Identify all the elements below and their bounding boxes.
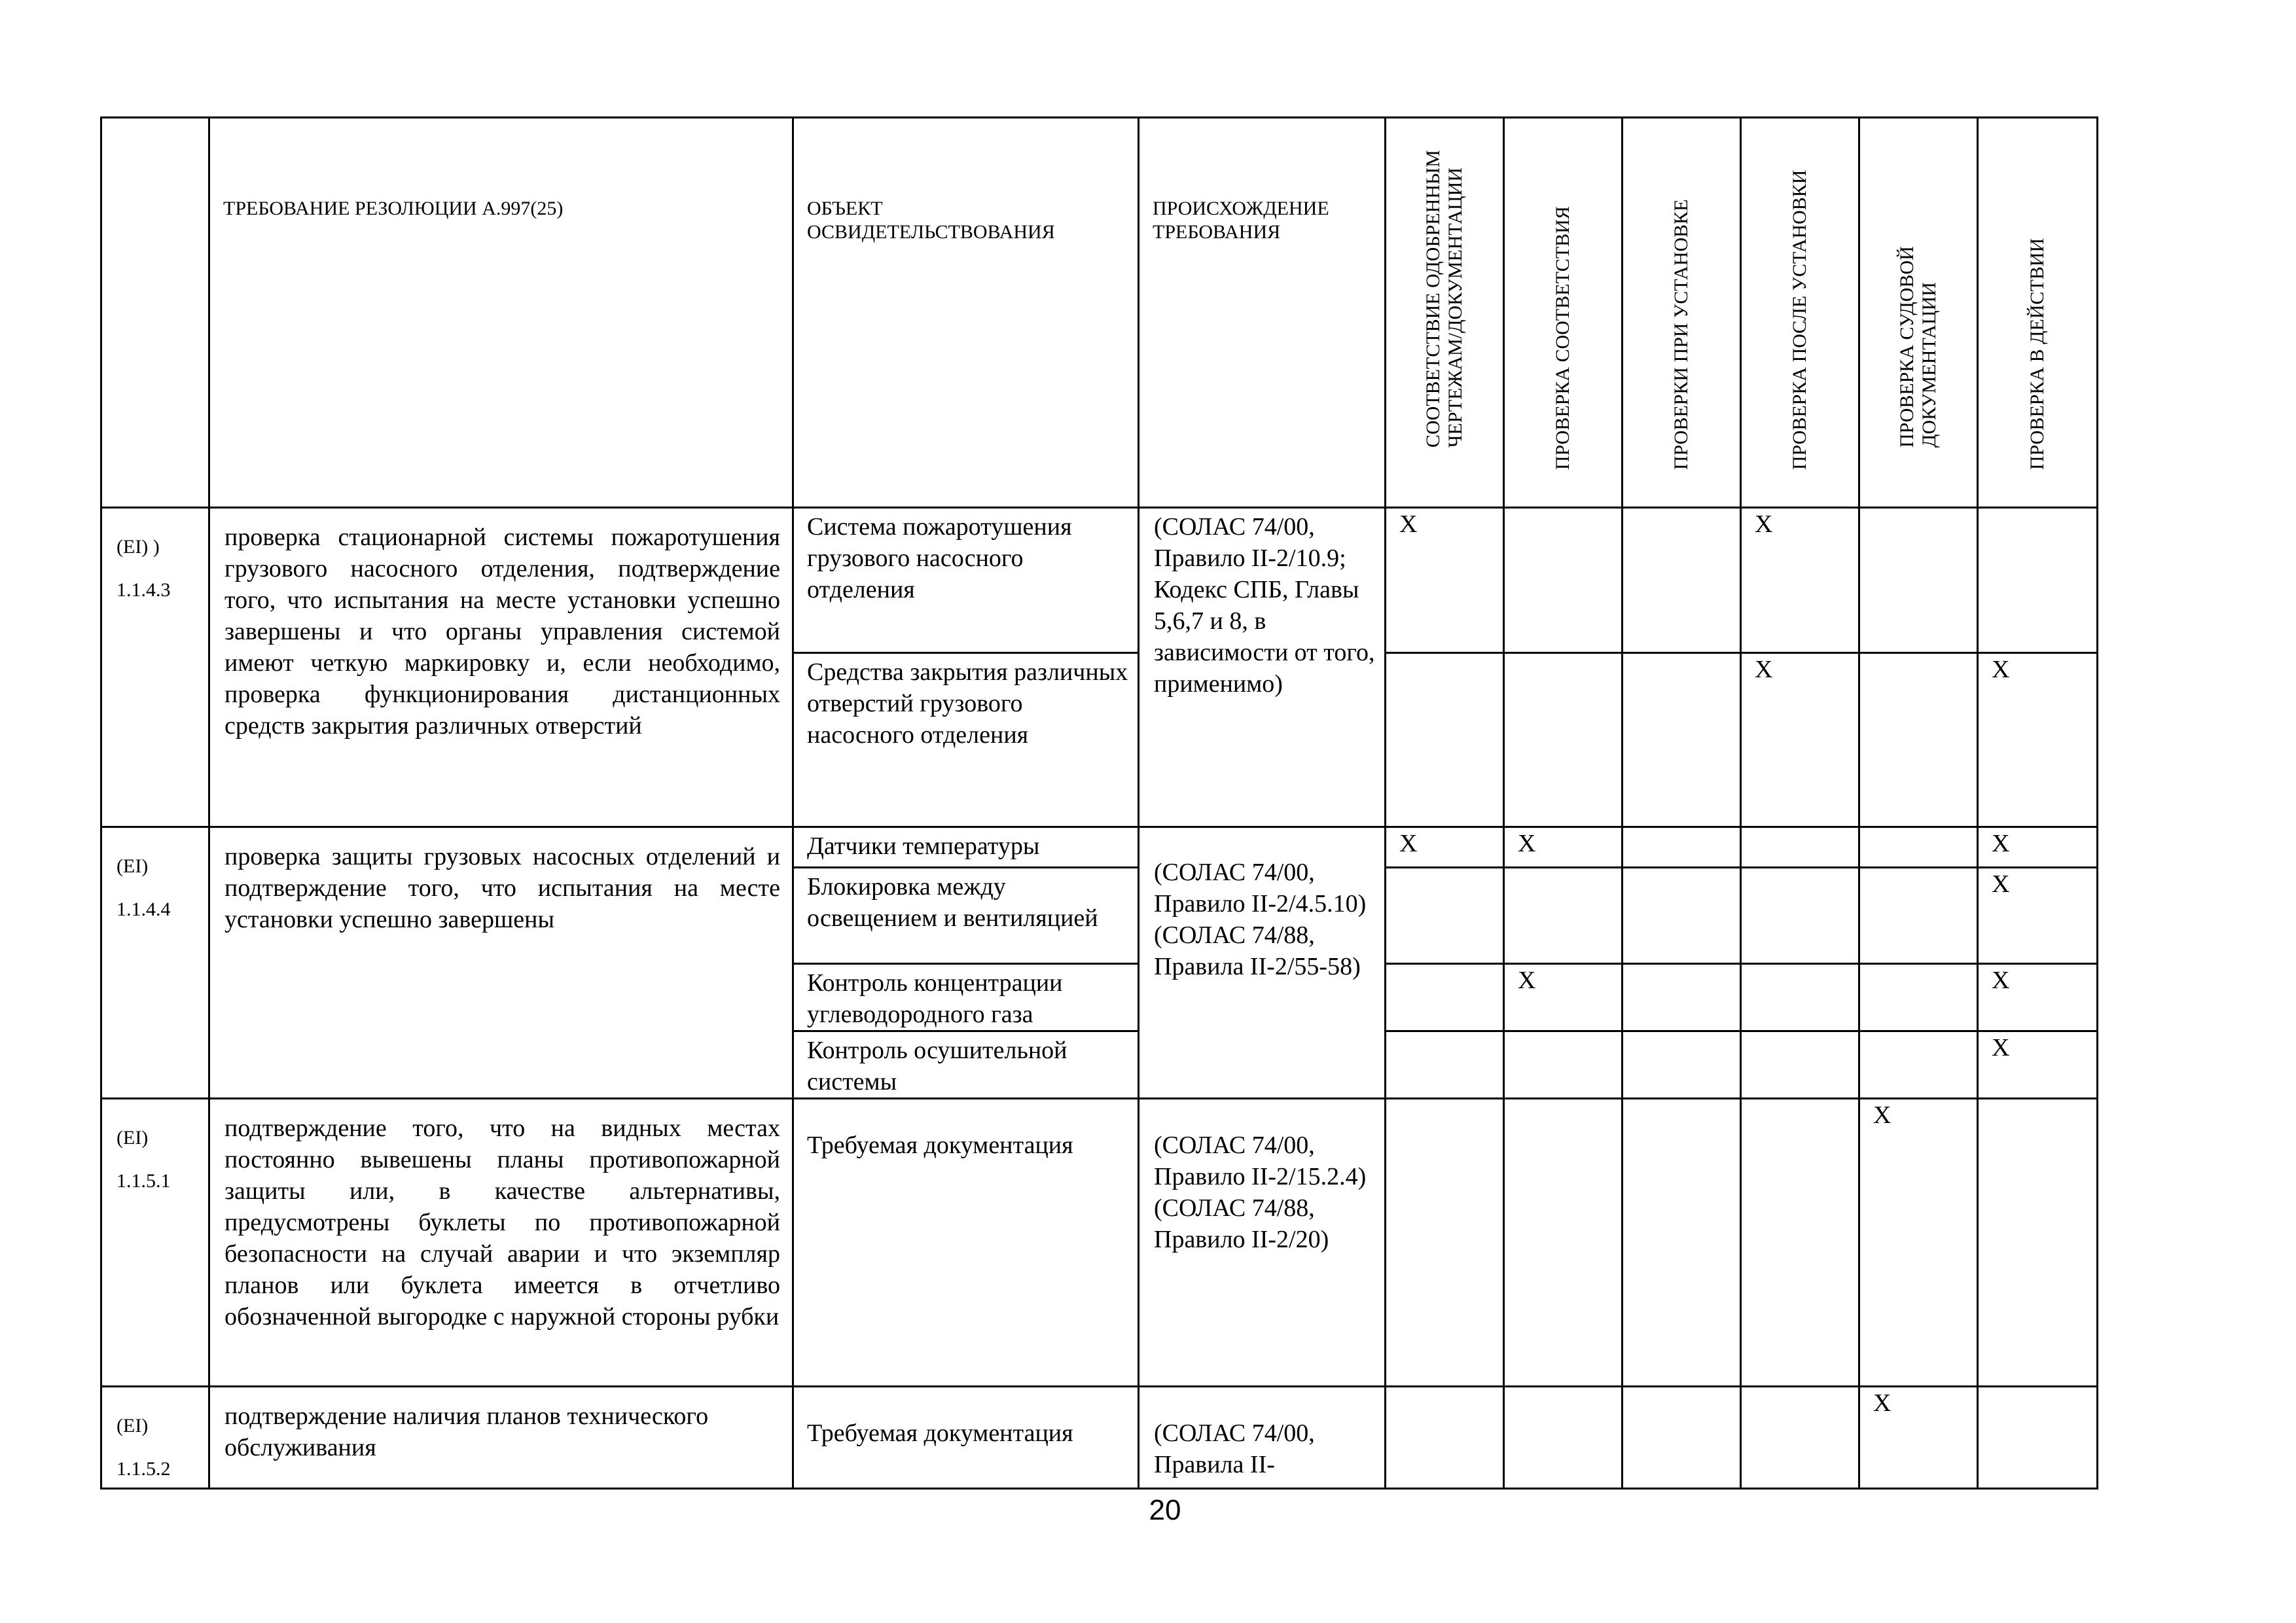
check-mark-cell: [1741, 827, 1859, 868]
check-mark-cell: [1741, 1387, 1859, 1489]
header-origin: ПРОИСХОЖДЕНИЕ ТРЕБОВАНИЯ: [1139, 118, 1386, 508]
object-cell: Средства закрытия различных отверстий грузового насосного отделения: [793, 653, 1139, 827]
check-mark-cell: [1504, 1031, 1623, 1099]
check-mark-cell: [1386, 1387, 1504, 1489]
check-mark-cell: [1741, 868, 1859, 964]
check-mark-cell: [1623, 1031, 1741, 1099]
check-mark-cell: [1386, 653, 1504, 827]
object-cell: Требуемая документация: [793, 1099, 1139, 1387]
check-mark-cell: X: [1859, 1099, 1978, 1387]
row-origin-cell: (СОЛАС 74/00, Правило II-2/15.2.4) (СОЛАС 74/88, Правило II-2/20): [1139, 1099, 1386, 1387]
header-object: ОБЪЕКТ ОСВИДЕТЕЛЬСТВОВАНИЯ: [793, 118, 1139, 508]
check-mark-cell: [1741, 964, 1859, 1031]
row-code-cell: (EI) 1.1.5.1: [101, 1099, 209, 1387]
check-mark-cell: [1386, 964, 1504, 1031]
check-mark-cell: X: [1978, 827, 2098, 868]
row-origin-cell: (СОЛАС 74/00, Правило II-2/4.5.10) (СОЛАС 74/88, Правила II-2/55-58): [1139, 827, 1386, 1099]
table-row: [101, 1099, 2098, 1387]
check-mark-cell: [1623, 1099, 1741, 1387]
row-requirement-cell: подтверждение наличия планов технического обслуживания: [209, 1387, 793, 1489]
page-number: 20: [1149, 1494, 1181, 1526]
object-cell: Датчики температуры: [793, 827, 1139, 868]
check-mark-cell: [1623, 1387, 1741, 1489]
header-check-compliance: ПРОВЕРКА СООТВЕТСТВИЯ: [1504, 118, 1623, 508]
check-mark-cell: [1623, 868, 1741, 964]
check-mark-cell: [1978, 508, 2098, 653]
header-check-ship-documentation: ПРОВЕРКА СУДОВОЙ ДОКУМЕНТАЦИИ: [1859, 118, 1978, 508]
check-mark-cell: [1386, 1031, 1504, 1099]
check-mark-cell: [1741, 1031, 1859, 1099]
header-empty-cell: [101, 118, 209, 508]
table-row: [101, 827, 2098, 868]
check-mark-cell: X: [1859, 1387, 1978, 1489]
header-check-during-installation: ПРОВЕРКИ ПРИ УСТАНОВКЕ: [1623, 118, 1741, 508]
check-mark-cell: [1386, 1099, 1504, 1387]
check-mark-cell: X: [1386, 508, 1504, 653]
header-requirement: ТРЕБОВАНИЕ РЕЗОЛЮЦИИ А.997(25): [209, 118, 793, 508]
check-mark-cell: [1978, 1099, 2098, 1387]
row-origin-cell: (СОЛАС 74/00, Правила II-: [1139, 1387, 1386, 1489]
check-mark-cell: [1741, 1099, 1859, 1387]
check-mark-cell: X: [1504, 964, 1623, 1031]
object-cell: Блокировка между освещением и вентиляцией: [793, 868, 1139, 964]
object-cell: Система пожаротушения грузового насосного отделения: [793, 508, 1139, 653]
table-row: [101, 1387, 2098, 1489]
check-mark-cell: X: [1978, 964, 2098, 1031]
check-mark-cell: [1504, 508, 1623, 653]
row-origin-cell: (СОЛАС 74/00, Правило II-2/10.9; Кодекс СПБ, Главы 5,6,7 и 8, в зависимости от того, применимо): [1139, 508, 1386, 827]
object-cell: Контроль концентрации углеводородного газа: [793, 964, 1139, 1031]
inspection-table: [100, 116, 2098, 1489]
check-mark-cell: [1504, 1099, 1623, 1387]
check-mark-cell: [1504, 868, 1623, 964]
check-mark-cell: [1859, 827, 1978, 868]
check-mark-cell: [1859, 868, 1978, 964]
check-mark-cell: X: [1978, 653, 2098, 827]
check-mark-cell: [1859, 1031, 1978, 1099]
check-mark-cell: X: [1978, 868, 2098, 964]
header-check-approved-drawings: СООТВЕТСТВИЕ ОДОБРЕННЫМ ЧЕРТЕЖАМ/ДОКУМЕНТАЦИИ: [1386, 118, 1504, 508]
check-mark-cell: [1978, 1387, 2098, 1489]
row-requirement-cell: проверка защиты грузовых насосных отделений и подтверждение того, что испытания на месте установки успешно завершены: [209, 827, 793, 1099]
check-mark-cell: [1623, 964, 1741, 1031]
table-row: [101, 508, 2098, 653]
row-code-cell: (EI) 1.1.4.4: [101, 827, 209, 1099]
header-check-after-installation: ПРОВЕРКА ПОСЛЕ УСТАНОВКИ: [1741, 118, 1859, 508]
object-cell: Требуемая документация: [793, 1387, 1139, 1489]
check-mark-cell: [1623, 508, 1741, 653]
check-mark-cell: X: [1741, 653, 1859, 827]
header-check-in-operation: ПРОВЕРКА В ДЕЙСТВИИ: [1978, 118, 2098, 508]
check-mark-cell: X: [1978, 1031, 2098, 1099]
check-mark-cell: X: [1386, 827, 1504, 868]
check-mark-cell: X: [1741, 508, 1859, 653]
check-mark-cell: [1386, 868, 1504, 964]
check-mark-cell: [1859, 653, 1978, 827]
check-mark-cell: [1859, 508, 1978, 653]
check-mark-cell: [1623, 827, 1741, 868]
row-requirement-cell: проверка стационарной системы пожаротушения грузового насосного отделения, подтверждение того, что испытания на месте установки успешно завершены и что органы управления системой имеют четкую маркировку и, если необходимо, проверка функционирования дистанционных средств закрытия различных отверстий: [209, 508, 793, 827]
check-mark-cell: [1504, 1387, 1623, 1489]
check-mark-cell: [1504, 653, 1623, 827]
row-code-cell: (EI) 1.1.5.2: [101, 1387, 209, 1489]
check-mark-cell: [1859, 964, 1978, 1031]
row-requirement-cell: подтверждение того, что на видных местах постоянно вывешены планы противопожарной защиты или, в качестве альтернативы, предусмотрены буклеты по противопожарной безопасности на случай аварии и что экземпляр планов или буклета имеется в отчетливо обозначенной выгородке с наружной стороны рубки: [209, 1099, 793, 1387]
check-mark-cell: X: [1504, 827, 1623, 868]
table-header-row: [101, 118, 2098, 508]
object-cell: Контроль осушительной системы: [793, 1031, 1139, 1099]
row-code-cell: (EI) ) 1.1.4.3: [101, 508, 209, 827]
check-mark-cell: [1623, 653, 1741, 827]
